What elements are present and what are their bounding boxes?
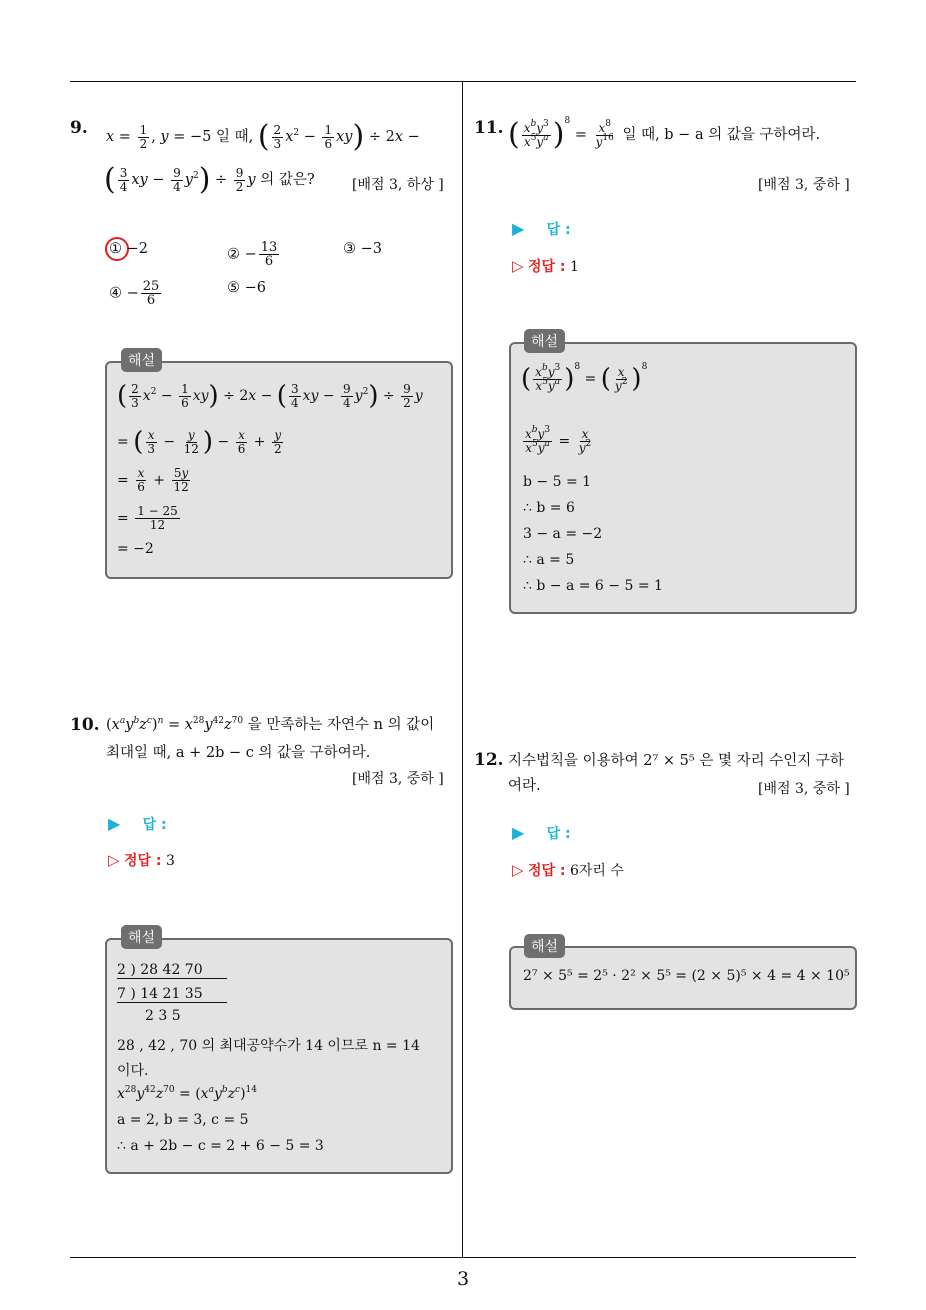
q12-solution-tab: 해설 (524, 934, 565, 958)
q11-sol-line7: ∴ b − a = 6 − 5 = 1 (523, 578, 663, 594)
q11-line1: ( $x^by^3$ $x^5y^a$ )$^8$ = $\frac{x^8}{y^{16}}$ 일 때, b − a 의 값을 구하여라. (508, 116, 821, 152)
q9-choice-3[interactable]: ③ −3 (343, 241, 382, 257)
column-divider (462, 82, 463, 1257)
q11-correct-row: ▷ 정답 : 1 (512, 257, 579, 275)
q12-difficulty: [배점 3, 중하 ] (758, 781, 850, 797)
q11-solution-box (509, 342, 857, 614)
q11-sol-line1: ( $x^by^3$ $x^5y^a$ )$^8$ = ( $\frac{x}{y^2}$ )$^8$ (521, 362, 648, 394)
page-number: 3 (456, 1268, 470, 1290)
q11-answer-row[interactable]: ▶ 답 : (512, 219, 571, 238)
q11-number: 11. (474, 118, 504, 138)
q10-number: 10. (70, 715, 100, 735)
q9-choice-2[interactable]: ② − $\frac{13}{6}$ (227, 240, 278, 269)
q9-difficulty: [배점 3, 하상 ] (352, 177, 444, 193)
q11-sol-line3: b − 5 = 1 (523, 474, 592, 490)
q12-number: 12. (474, 750, 504, 770)
q10-div-row2: 7 ) 14 21 35 (117, 986, 227, 1003)
q10-sol-eq3: ∴ a + 2b − c = 2 + 6 − 5 = 3 (117, 1138, 324, 1154)
q10-line1: $(x^ay^bz^c)^n = x^{28}y^{42}z^{70}$ 을 만족하는 자연수 n 의 값이 (106, 716, 435, 733)
q9-sol-line1: ( $\frac{2}{3}$ $x^2$ − $\frac{1}{6}$ xy) ÷ 2x − ( $\frac{3}{4}$ xy − $\frac{9}{4}$ $y^2$) ÷ $\frac{9}{2}$ y (117, 381, 423, 411)
q10-div-row3: 2 3 5 (145, 1008, 181, 1024)
bottom-rule (70, 1257, 856, 1258)
play-triangle-icon: ▶ (108, 814, 121, 833)
q9-line1: x = $\frac{1}{2}$ , y = −5 일 때, ( $\frac{2}{3}$ $x^2$ − $\frac{1}{6}$ xy) ÷ 2x − (106, 119, 420, 154)
q10-solution-box (105, 938, 453, 1174)
q10-sol-text1: 28 , 42 , 70 의 최대공약수가 14 이므로 n = 14 (117, 1038, 420, 1054)
outline-triangle-icon: ▷ (108, 851, 120, 869)
q9-choice-1[interactable]: ① −2 (109, 241, 148, 257)
play-triangle-icon: ▶ (512, 823, 525, 842)
q9-choice-5[interactable]: ⑤ −6 (227, 280, 266, 296)
q11-sol-line4: ∴ b = 6 (523, 500, 575, 516)
q10-difficulty: [배점 3, 중하 ] (352, 771, 444, 787)
q12-line1: 지수법칙을 이용하여 2⁷ × 5⁵ 은 몇 자리 수인지 구하 (508, 753, 844, 769)
q10-sol-eq1: $x^{28}y^{42}z^{70} = (x^ay^bz^c)^{14}$ (117, 1085, 257, 1102)
play-triangle-icon: ▶ (512, 219, 525, 238)
q11-sol-line5: 3 − a = −2 (523, 526, 603, 542)
q9-solution-box (105, 361, 453, 579)
q11-sol-line2: $x^by^3$ $x^5y^a$ = $\frac{x}{y^2}$ (525, 425, 592, 455)
q12-line2: 여라. (508, 778, 541, 794)
top-rule (70, 81, 856, 82)
q9-number: 9. (70, 118, 88, 138)
outline-triangle-icon: ▷ (512, 257, 524, 275)
q10-sol-eq2: a = 2, b = 3, c = 5 (117, 1112, 249, 1128)
q11-solution-tab: 해설 (524, 329, 565, 353)
q9-sol-line2: = ( $\frac{x}{3}$ − $\frac{y}{12}$ ) − $\frac{x}{6}$ + $\frac{y}{2}$ (117, 427, 282, 457)
q9-sol-line4: = $\frac{1 - 25}{12}$ (117, 504, 178, 532)
q11-difficulty: [배점 3, 중하 ] (758, 177, 850, 193)
q10-sol-text2: 이다. (117, 1063, 149, 1079)
q12-answer-row[interactable]: ▶ 답 : (512, 823, 571, 842)
q11-sol-line6: ∴ a = 5 (523, 552, 575, 568)
q12-correct-row: ▷ 정답 : 6자리 수 (512, 861, 624, 879)
q10-answer-row[interactable]: ▶ 답 : (108, 814, 167, 833)
q10-div-row1: 2 ) 28 42 70 (117, 962, 227, 979)
q9-sol-line5: = −2 (117, 541, 154, 557)
q10-line2: 최대일 때, a + 2b − c 의 값을 구하여라. (106, 745, 371, 761)
q12-solution-line: 2⁷ × 5⁵ = 2⁵ · 2² × 5⁵ = (2 × 5)⁵ × 4 = 4 × 10⁵ (523, 968, 850, 984)
outline-triangle-icon: ▷ (512, 861, 524, 879)
q10-solution-tab: 해설 (121, 925, 162, 949)
q9-sol-line3: = $\frac{x}{6}$ + $\frac{5y}{12}$ (117, 466, 189, 494)
q9-choice-4[interactable]: ④ − $\frac{25}{6}$ (109, 279, 160, 308)
q9-line2: ( $\frac{3}{4}$ xy − $\frac{9}{4}$ $y^2$) ÷ $\frac{9}{2}$ y 의 값은? (104, 162, 315, 197)
q9-solution-tab: 해설 (121, 348, 162, 372)
q10-correct-row: ▷ 정답 : 3 (108, 851, 175, 869)
